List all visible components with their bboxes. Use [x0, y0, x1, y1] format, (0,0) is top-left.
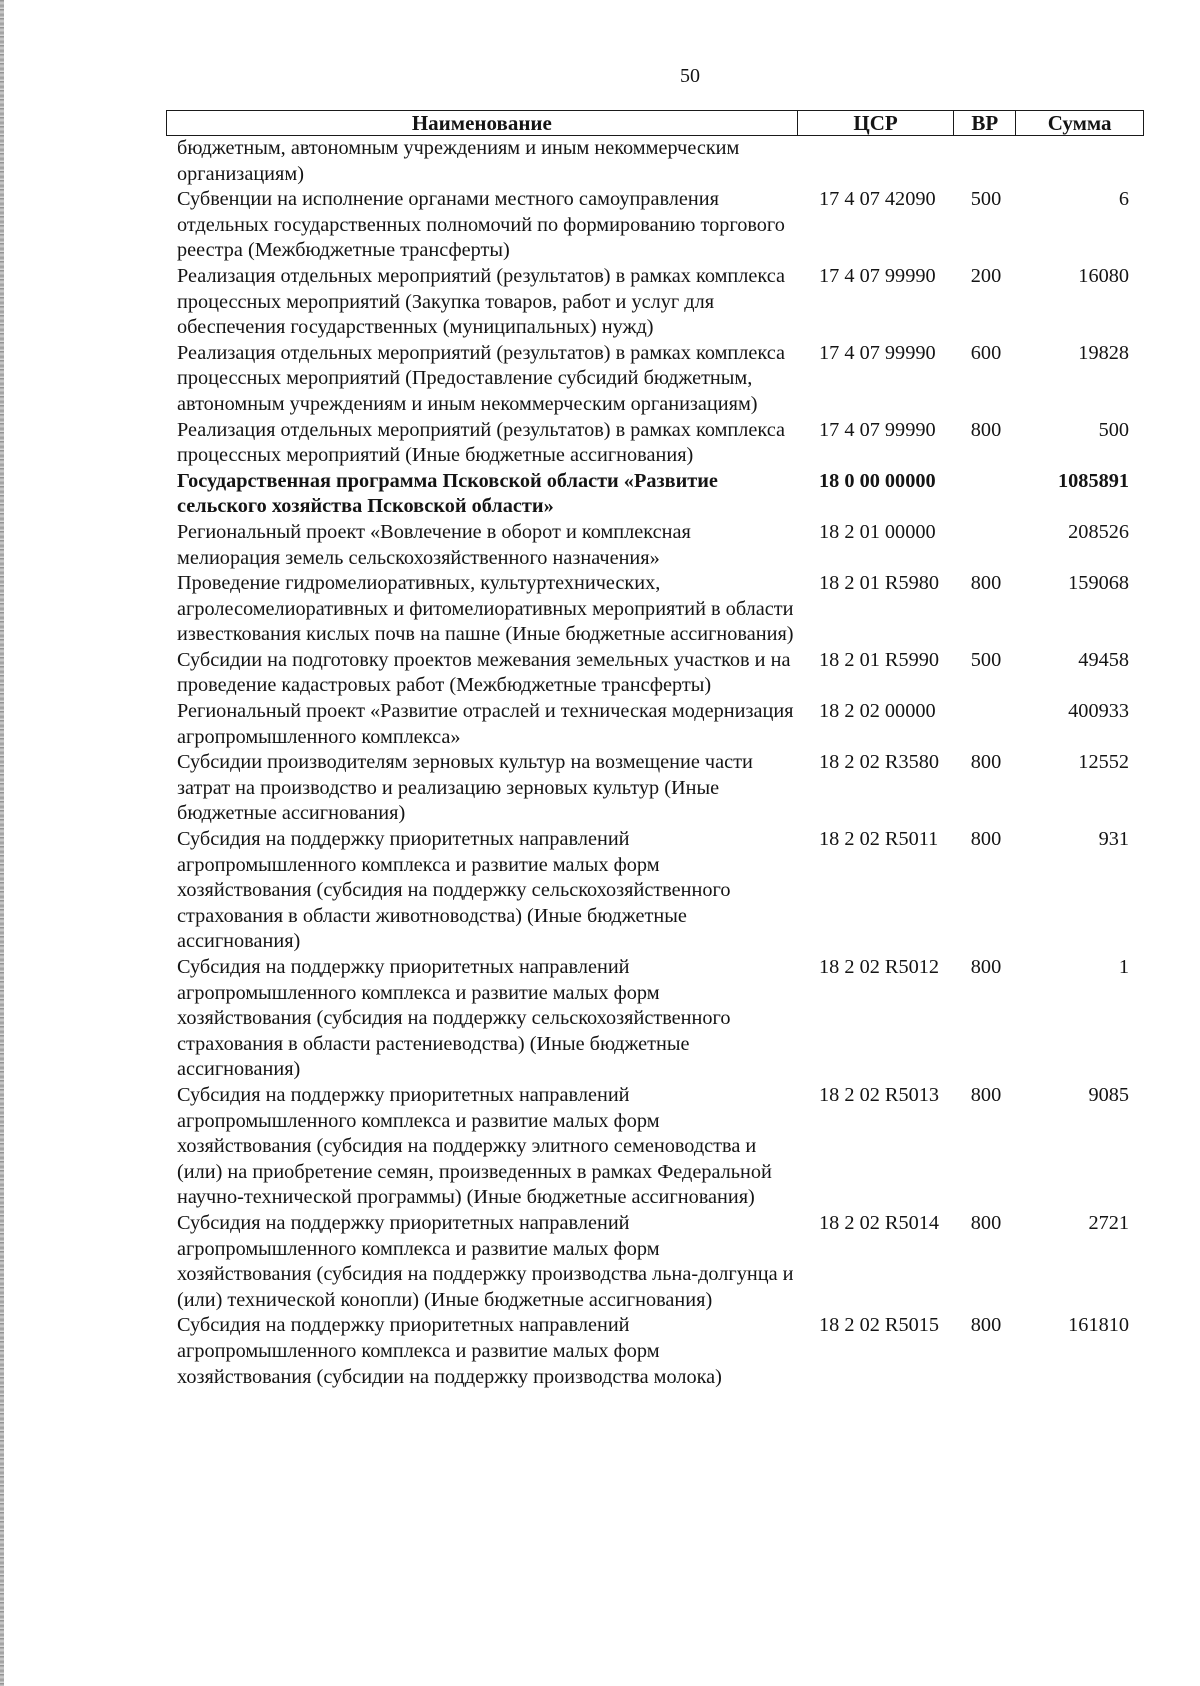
scan-edge [0, 0, 4, 1686]
row-sum: 49458 [1078, 648, 1129, 671]
row-vr: 200 [970, 264, 1002, 287]
row-csr: 18 2 02 R3580 [819, 751, 940, 774]
row-csr: 18 2 01 R5980 [819, 572, 940, 595]
row-vr: 800 [970, 1211, 1002, 1234]
row-csr: 17 4 07 99990 [819, 341, 936, 364]
table-row [166, 955, 1144, 1083]
row-name: Субсидия на поддержку приоритетных направлений агропромышленного комплекса и развитие малых форм хозяйствования (субсидия на поддержку производства льна-долгунца и (или) технической конопли) (Иные бюджетные ассигнования) [177, 1211, 794, 1311]
row-vr: 500 [970, 188, 1002, 211]
row-csr: 18 2 02 R5012 [819, 956, 940, 978]
row-sum: 400933 [1068, 700, 1129, 723]
row-sum: 208526 [1068, 520, 1129, 543]
row-sum: 1085891 [1058, 469, 1129, 492]
row-vr [955, 469, 1017, 520]
page-number: 50 [680, 65, 700, 87]
table-row [166, 264, 1144, 341]
row-sum: 500 [1098, 418, 1129, 441]
row-vr: 800 [970, 1083, 1002, 1106]
row-vr: 800 [970, 751, 1002, 774]
row-sum: 159068 [1068, 572, 1129, 595]
row-csr: 18 2 01 R5990 [819, 648, 940, 671]
row-name: Субсидии производителям зерновых культур на возмещение части затрат на производство и реализацию зерновых культур (Иные бюджетные ассигнования) [177, 751, 753, 825]
header-sum: Сумма [1047, 111, 1112, 135]
table-row [166, 469, 1144, 520]
row-name: Государственная программа Псковской области «Развитие сельского хозяйства Псковской области» [177, 469, 718, 518]
row-csr: 17 4 07 42090 [819, 188, 936, 211]
row-sum: 19828 [1078, 341, 1129, 364]
row-csr: 18 2 02 00000 [819, 700, 936, 723]
row-sum [1017, 136, 1144, 187]
table-row [166, 1313, 1144, 1390]
row-name: Субсидия на поддержку приоритетных направлений агропромышленного комплекса и развитие малых форм хозяйствования (субсидия на поддержку элитного семеноводства и (или) на приобретение семян, произведенных в рамках Федеральной научно-технической программы) (Иные бюджетные ассигнования) [177, 1083, 772, 1209]
row-vr: 800 [970, 572, 1002, 595]
row-vr: 800 [970, 956, 1002, 978]
row-vr: 500 [970, 648, 1002, 671]
budget-table [166, 110, 1144, 1390]
row-name: Региональный проект «Вовлечение в оборот и комплексная мелиорация земель сельскохозяйственного назначения» [177, 520, 691, 569]
row-sum: 12552 [1078, 751, 1129, 774]
row-name: Субсидия на поддержку приоритетных направлений агропромышленного комплекса и развитие малых форм хозяйствования (субсидия на поддержку сельскохозяйственного страхования в области животноводства) (Иные бюджетные ассигнования) [177, 828, 731, 953]
table-row [166, 750, 1144, 827]
row-csr [798, 136, 955, 187]
row-csr: 18 2 02 R5015 [819, 1314, 940, 1337]
table-row [166, 520, 1144, 571]
row-sum: 931 [1098, 828, 1129, 851]
row-vr: 800 [970, 418, 1002, 441]
table-row [166, 571, 1144, 648]
table-row [166, 1211, 1144, 1313]
row-name: Субсидии на подготовку проектов межевания земельных участков и на проведение кадастровых работ (Межбюджетные трансферты) [177, 648, 791, 697]
row-sum: 16080 [1078, 264, 1129, 287]
row-name: Региональный проект «Развитие отраслей и техническая модернизация агропромышленного комплекса» [177, 700, 794, 748]
table-row [166, 648, 1144, 699]
row-sum: 161810 [1068, 1314, 1129, 1337]
table-row [166, 187, 1144, 264]
row-name: Субсидия на поддержку приоритетных направлений агропромышленного комплекса и развитие малых форм хозяйствования (субсидия на поддержку сельскохозяйственного страхования в области растениеводства) (Иные бюджетные ассигнования) [177, 956, 731, 1081]
row-csr: 18 2 01 00000 [819, 520, 936, 543]
row-csr: 18 2 02 R5014 [819, 1211, 940, 1234]
row-csr: 17 4 07 99990 [819, 264, 936, 287]
row-csr: 18 0 00 00000 [819, 469, 936, 492]
row-sum: 2721 [1088, 1211, 1129, 1234]
table-row [166, 1083, 1144, 1211]
table-body [166, 136, 1144, 1390]
row-vr: 800 [970, 1314, 1002, 1337]
table-row [166, 699, 1144, 750]
table-row [166, 827, 1144, 955]
header-vr: ВР [954, 111, 1016, 135]
row-sum: 9085 [1088, 1083, 1129, 1106]
row-vr: 600 [970, 341, 1002, 364]
row-name: Субвенции на исполнение органами местного самоуправления отдельных государственных полномочий по формированию торгового реестра (Межбюджетные трансферты) [177, 188, 785, 262]
header-name: Наименование [167, 111, 798, 135]
row-vr [955, 136, 1017, 187]
row-vr [955, 520, 1017, 571]
row-csr: 17 4 07 99990 [819, 418, 936, 441]
row-name: Проведение гидромелиоративных, культуртехнических, агролесомелиоративных и фитомелиоративных мероприятий в области известкования кислых почв на пашне (Иные бюджетные ассигнования) [177, 572, 794, 646]
row-csr: 18 2 02 R5011 [819, 828, 939, 851]
row-name: Реализация отдельных мероприятий (результатов) в рамках комплекса процессных мероприятий (Иные бюджетные ассигнования) [177, 418, 785, 467]
row-name: Реализация отдельных мероприятий (результатов) в рамках комплекса процессных мероприятий (Закупка товаров, работ и услуг для обеспечения государственных (муниципальных) нужд) [177, 264, 785, 339]
header-csr: ЦСР [798, 111, 955, 135]
row-name: бюджетным, автономным учреждениям и иным некоммерческим организациям) [177, 137, 740, 185]
row-name: Реализация отдельных мероприятий (результатов) в рамках комплекса процессных мероприятий (Предоставление субсидий бюджетным, автономным учреждениям и иным некоммерческим организациям) [177, 341, 785, 415]
table-row [166, 418, 1144, 469]
table-header [166, 110, 1144, 136]
table-row [166, 341, 1144, 418]
table-row [166, 136, 1144, 187]
row-sum: 1 [1118, 956, 1129, 978]
row-vr [955, 699, 1017, 750]
row-csr: 18 2 02 R5013 [819, 1083, 940, 1106]
row-name: Субсидия на поддержку приоритетных направлений агропромышленного комплекса и развитие малых форм хозяйствования (субсидии на поддержку производства молока) [177, 1314, 722, 1388]
row-sum: 6 [1118, 188, 1129, 211]
row-vr: 800 [970, 828, 1002, 851]
